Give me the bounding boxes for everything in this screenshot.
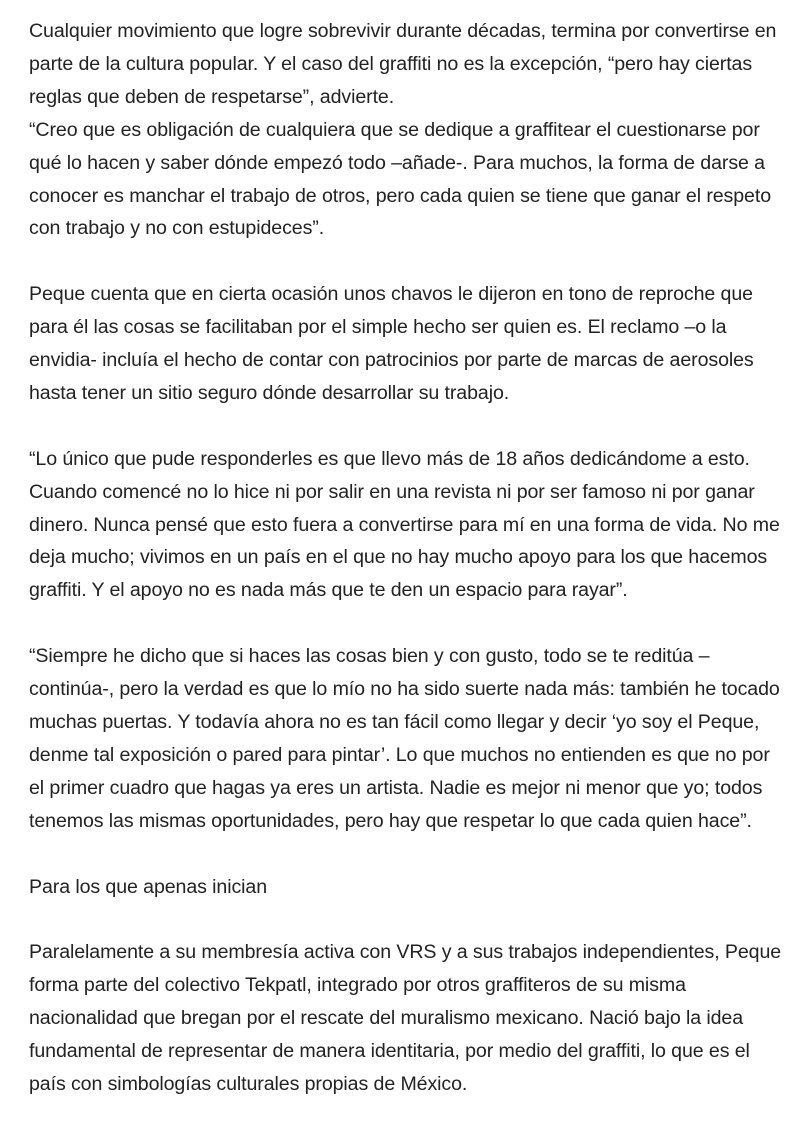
paragraph-tekpatl: Paralelamente a su membresía activa con VRS y a sus trabajos independientes, Peque forma parte del colectivo Tekpatl, integrado por otros graffiteros de su misma nacionalidad que bregan por el rescate del muralismo mexicano. Nació bajo la idea fundamental de representar de manera identitaria, por medio del graffiti, lo que es el país con simbologías culturales propias de México. <box>29 941 782 1095</box>
section-subheading: Para los que apenas inician <box>29 875 268 898</box>
paragraph-reproach: Peque cuenta que en cierta ocasión unos chavos le dijeron en tono de reproche que para él las cosas se facilitaban por el simple hecho ser quien es. El reclamo –o la envidia- incluía el hecho de contar con patrocinios por parte de marcas de aerosoles hasta tener un sitio seguro dónde desarrollar su trabajo. <box>29 283 754 404</box>
paragraph-intro: Cualquier movimiento que logre sobrevivir durante décadas, termina por convertirse en parte de la cultura popular. Y el caso del graffiti no es la excepción, “pero hay ciertas reglas que deben de respetarse”, advierte. <box>29 20 777 108</box>
paragraph-quote-18-years: “Lo único que pude responderles es que llevo más de 18 años dedicándome a esto. Cuando comencé no lo hice ni por salir en una revista ni por ser famoso ni por ganar dinero. Nunca pensé que esto fuera a convertirse para mí en una forma de vida. No me deja mucho; vivimos en un país en el que no hay mucho apoyo para los que hacemos graffiti. Y el apoyo no es nada más que te den un espacio para rayar”. <box>29 447 780 602</box>
paragraph-quote-obligation: “Creo que es obligación de cualquiera que se dedique a graffitear el cuestionarse por qué lo hacen y saber dónde empezó todo –añade-. Para muchos, la forma de darse a conocer es manchar el trabajo de otros, pero cada quien se tiene que ganar el respeto con trabajo y no con estupideces”. <box>29 118 771 240</box>
paragraph-quote-always-said: “Siempre he dicho que si haces las cosas bien y con gusto, todo se te reditúa –continúa-, pero la verdad es que lo mío no ha sido suerte nada más: también he tocado muchas puertas. Y todavía ahora no es tan fácil como llegar y decir ‘yo soy el Peque, denme tal exposición o pared para pintar’. Lo que muchos no entienden es que no por el primer cuadro que hagas ya eres un artista. Nadie es mejor ni menor que yo; todos tenemos las mismas oportunidades, pero hay que respetar lo que cada quien hace”. <box>29 645 780 832</box>
